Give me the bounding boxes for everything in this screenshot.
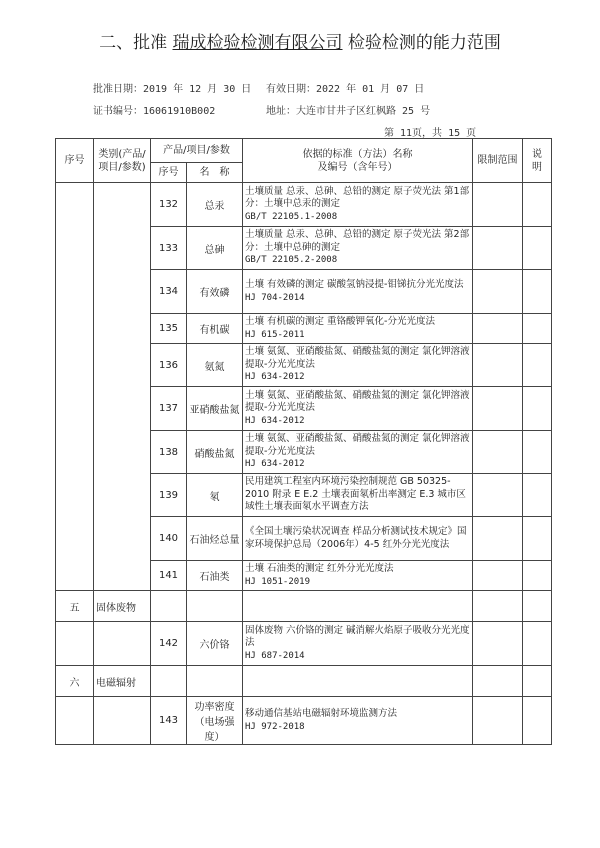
row-note (523, 227, 552, 270)
address: 地址：大连市甘井子区红枫路 25 号 (266, 106, 431, 117)
row-number: 134 (151, 270, 187, 314)
standard-text: 土壤质量 总汞、总砷、总铅的测定 原子荧光法 第1部分：土壤中总汞的测定 (245, 185, 470, 210)
section-category: 固体废物 (94, 591, 151, 622)
header-name: 名 称 (187, 163, 243, 183)
standard-text: 土壤 有效磷的测定 碳酸氢钠浸提-钼锑抗分光光度法 (245, 279, 464, 290)
row-limit (473, 344, 523, 387)
section-seq: 六 (56, 666, 94, 697)
table-row (56, 697, 552, 745)
row-name: 亚硝酸盐氮 (187, 387, 243, 431)
standard-text: 移动通信基站电磁辐射环境监测方法 (245, 708, 398, 719)
page-number: 第 11页，共 15 页 (384, 128, 477, 139)
standard-code: HJ 634-2012 (245, 415, 305, 426)
row-standard (243, 387, 473, 431)
row-limit (473, 227, 523, 270)
row-standard (243, 227, 473, 270)
org-name: 瑞成检验检测有限公司 (172, 33, 343, 53)
header-sub-seq: 序号 (151, 163, 187, 183)
row-limit (473, 183, 523, 227)
header-category: 类别(产品/项目/参数) (94, 139, 151, 183)
section-category: 电磁辐射 (94, 666, 151, 697)
standard-code: HJ 634-2012 (245, 459, 305, 470)
cell-seq-empty (56, 183, 94, 591)
row-name: 氨氮 (187, 344, 243, 387)
row-standard (243, 561, 473, 591)
row-note (523, 387, 552, 431)
row-number: 136 (151, 344, 187, 387)
standard-code: HJ 1051-2019 (245, 576, 311, 587)
standard-code: HJ 704-2014 (245, 292, 305, 303)
standard-code: HJ 615-2011 (245, 329, 305, 340)
row-note (523, 270, 552, 314)
row-number: 133 (151, 227, 187, 270)
row-name: 总砷 (187, 227, 243, 270)
row-limit (473, 314, 523, 344)
title-suffix: 检验检测的能力范围 (342, 33, 501, 53)
row-number: 132 (151, 183, 187, 227)
row-name: 石油烃总量 (187, 517, 243, 561)
approve-date: 批准日期：2019 年 12 月 30 日 (93, 84, 252, 95)
row-limit (473, 387, 523, 431)
standard-text: 土壤质量 总汞、总砷、总铅的测定 原子荧光法 第2部分：土壤中总砷的测定 (245, 229, 470, 253)
row-note (523, 561, 552, 591)
standard-code: HJ 634-2012 (245, 372, 305, 383)
row-name: 石油类 (187, 561, 243, 591)
standard-text: 土壤 石油类的测定 红外分光光度法 (245, 563, 394, 574)
row-name: 六价铬 (187, 622, 243, 666)
standard-code: HJ 687-2014 (245, 650, 305, 661)
header-standard-line1: 依据的标准（方法）名称 (302, 148, 413, 160)
row-name: 功率密度（电场强度） (187, 697, 243, 745)
row-number: 143 (151, 697, 187, 745)
valid-date: 有效日期：2022 年 01 月 07 日 (266, 84, 425, 95)
header-limit: 限制范围 (473, 139, 523, 183)
header-standard (243, 139, 473, 183)
standard-code: GB/T 22105.1-2008 (245, 211, 338, 222)
row-number: 142 (151, 622, 187, 666)
row-limit (473, 474, 523, 517)
standard-code: HJ 972-2018 (245, 721, 305, 732)
table-row (56, 622, 552, 666)
row-standard (243, 697, 473, 745)
row-number: 139 (151, 474, 187, 517)
row-standard (243, 183, 473, 227)
row-name: 有机碳 (187, 314, 243, 344)
standard-text: 固体废物 六价铬的测定 碱消解火焰原子吸收分光光度法 (245, 624, 470, 649)
row-name: 有效磷 (187, 270, 243, 314)
title-prefix: 二、批准 (99, 33, 173, 53)
section-row (56, 591, 552, 622)
row-note (523, 314, 552, 344)
page-title (0, 28, 600, 53)
row-limit (473, 431, 523, 474)
standard-text: 土壤 氨氮、亚硝酸盐氮、硝酸盐氮的测定 氯化钾溶液提取-分光光度法 (245, 346, 470, 370)
capability-table (55, 138, 552, 745)
row-name: 硝酸盐氮 (187, 431, 243, 474)
row-standard (243, 314, 473, 344)
header-seq: 序号 (56, 139, 94, 183)
row-number: 140 (151, 517, 187, 561)
standard-text: 土壤 有机碳的测定 重铬酸钾氧化-分光光度法 (245, 316, 435, 327)
row-name: 氡 (187, 474, 243, 517)
row-standard (243, 431, 473, 474)
row-note (523, 344, 552, 387)
row-note (523, 474, 552, 517)
cert-number: 证书编号：16061910B002 (93, 106, 216, 117)
row-limit (473, 561, 523, 591)
row-standard: 民用建筑工程室内环境污染控制规范 GB 50325-2010 附录 E E.2 土壤表面氡析出率测定 E.3 城市区域性土壤表面氡水平调查方法 (243, 474, 473, 517)
row-standard (243, 344, 473, 387)
row-note (523, 517, 552, 561)
row-number: 141 (151, 561, 187, 591)
row-name: 总汞 (187, 183, 243, 227)
row-limit (473, 270, 523, 314)
cell-category-empty (94, 183, 151, 591)
section-seq: 五 (56, 591, 94, 622)
header-standard-line2: 及编号（含年号） (317, 161, 398, 173)
standard-text: 土壤 氨氮、亚硝酸盐氮、硝酸盐氮的测定 氯化钾溶液提取-分光光度法 (245, 433, 470, 457)
row-note (523, 431, 552, 474)
header-note: 说 明 (523, 139, 552, 183)
row-standard (243, 622, 473, 666)
row-limit (473, 517, 523, 561)
row-standard (243, 270, 473, 314)
row-note (523, 183, 552, 227)
header-product: 产品/项目/参数 (151, 139, 243, 163)
section-row (56, 666, 552, 697)
row-number: 137 (151, 387, 187, 431)
standard-code: GB/T 22105.2-2008 (245, 255, 338, 266)
standard-text: 土壤 氨氮、亚硝酸盐氮、硝酸盐氮的测定 氯化钾溶液提取-分光光度法 (245, 389, 470, 414)
row-standard: 《全国土壤污染状况调查 样品分析测试技术规定》国家环境保护总局（2006年）4-5 红外分光光度法 (243, 517, 473, 561)
row-number: 135 (151, 314, 187, 344)
table-row (56, 183, 552, 227)
row-number: 138 (151, 431, 187, 474)
